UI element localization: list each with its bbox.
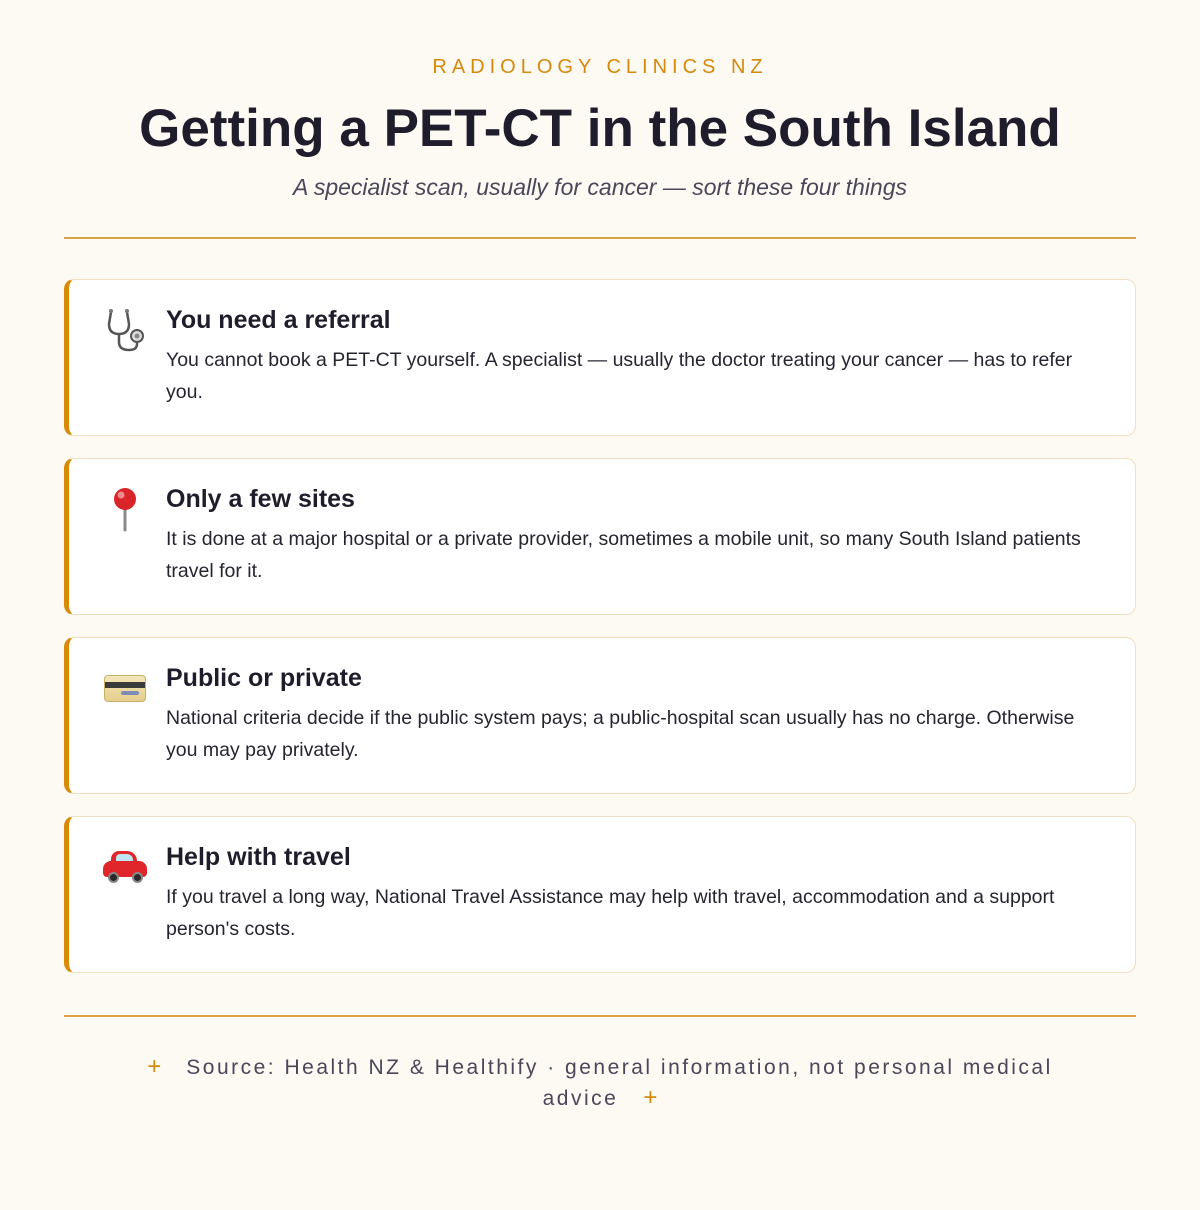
card-body: National criteria decide if the public system pays; a public-hospital scan usually has no charge. Otherwise you may pay privately.	[166, 707, 1075, 761]
card-heading: Public or private	[166, 664, 362, 692]
top-divider	[64, 237, 1136, 239]
page-subtitle: A specialist scan, usually for cancer — sort these four things	[292, 174, 908, 200]
card-body: You cannot book a PET-CT yourself. A specialist — usually the doctor treating your cancer — has to refer you.	[166, 349, 1073, 403]
card-body: If you travel a long way, National Travel Assistance may help with travel, accommodation and a support person's costs.	[166, 886, 1055, 940]
plus-decoration-left: +	[147, 1053, 162, 1080]
info-card-travel	[64, 816, 1136, 973]
stethoscope-icon	[101, 306, 149, 354]
card-body: It is done at a major hospital or a private provider, sometimes a mobile unit, so many South Island patients travel for it.	[166, 528, 1081, 582]
card-heading: Only a few sites	[166, 485, 355, 513]
credit-card-icon	[101, 664, 149, 712]
page-title: Getting a PET-CT in the South Island	[139, 99, 1061, 158]
plus-decoration-right: +	[643, 1084, 658, 1111]
info-card-payment	[64, 637, 1136, 794]
car-icon	[101, 843, 149, 891]
source-text: Source: Health NZ & Healthify · general information, not personal medical advice	[186, 1056, 1053, 1110]
card-heading: You need a referral	[166, 306, 391, 334]
brand-eyebrow: RADIOLOGY CLINICS NZ	[432, 56, 768, 78]
card-heading: Help with travel	[166, 843, 351, 871]
source-footer	[100, 1052, 1100, 1114]
bottom-divider	[64, 1015, 1136, 1017]
info-card-referral	[64, 279, 1136, 436]
info-card-sites	[64, 458, 1136, 615]
map-pin-icon	[101, 485, 149, 533]
